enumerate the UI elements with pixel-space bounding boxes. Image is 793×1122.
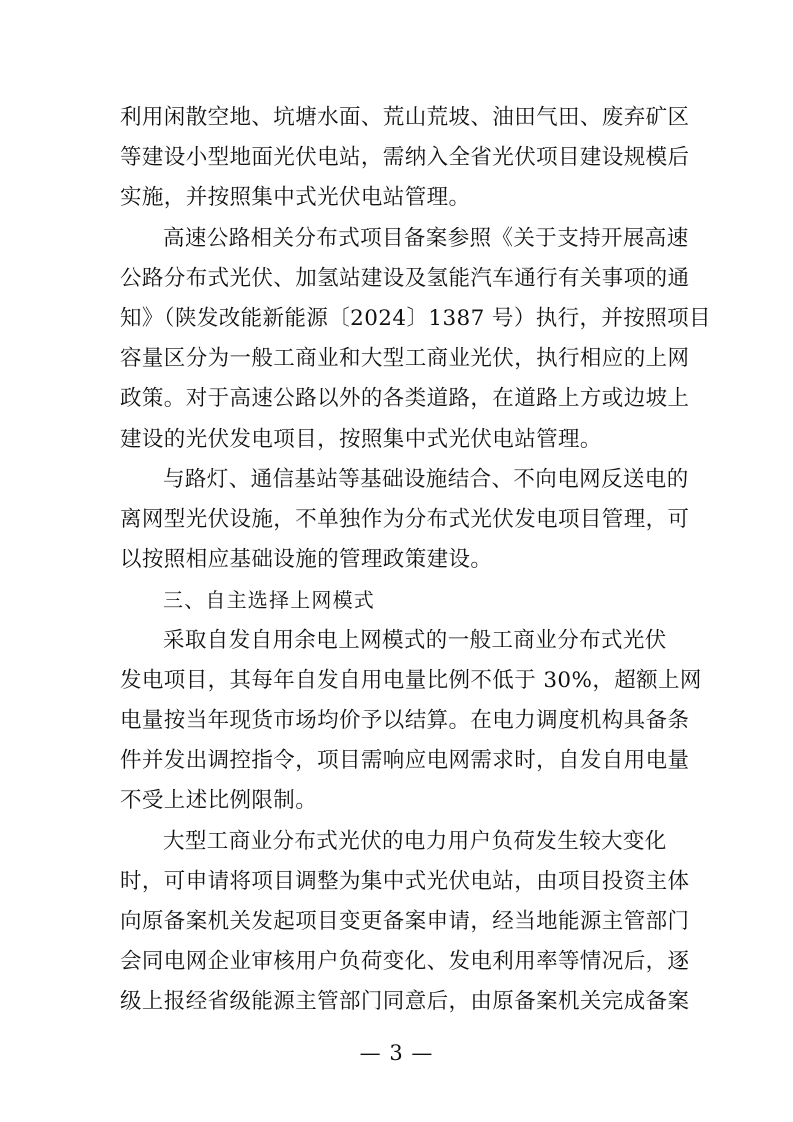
text-line: 大型工商业分布式光伏的电力用户负荷发生较大变化 <box>163 828 667 854</box>
text-line: 实施，并按照集中式光伏电站管理。 <box>120 185 471 211</box>
text-line: 电量按当年现货市场均价予以结算。在电力调度机构具备条 <box>120 708 690 734</box>
text-line: 会同电网企业审核用户负荷变化、发电利用率等情况后，逐 <box>120 949 690 975</box>
paragraph-off-grid <box>120 460 690 581</box>
page-number: — 3 — <box>359 1041 434 1065</box>
text-line: 等建设小型地面光伏电站，需纳入全省光伏项目建设规模后 <box>120 145 690 171</box>
text-line: 建设的光伏发电项目，按照集中式光伏电站管理。 <box>120 426 602 452</box>
section-heading: 三、自主选择上网模式 <box>163 588 375 613</box>
document-body <box>120 98 711 1023</box>
text-line: 采取自发自用余电上网模式的一般工商业分布式光伏 <box>163 627 667 653</box>
text-line: 利用闲散空地、坑塘水面、荒山荒坡、油田气田、废弃矿区 <box>120 105 690 130</box>
text-line: 向原备案机关发起项目变更备案申请，经当地能源主管部门 <box>120 909 690 935</box>
text-line: 高速公路相关分布式项目备案参照《关于支持开展高速 <box>163 225 689 251</box>
text-line: 发电项目，其每年自发自用电量比例不低于 30%，超额上网 <box>120 667 702 693</box>
text-line: 件并发出调控指令，项目需响应电网需求时，自发自用电量 <box>120 748 690 774</box>
text-line: 知》（陕发改能新能源〔2024〕1387 号）执行，并按照项目 <box>120 306 711 332</box>
paragraph-self-consumption <box>120 621 702 822</box>
text-line: 容量区分为一般工商业和大型工商业光伏，执行相应的上网 <box>120 346 690 372</box>
text-line: 不受上述比例限制。 <box>120 788 318 814</box>
text-line: 以按照相应基础设施的管理政策建设。 <box>120 547 493 573</box>
text-line: 与路灯、通信基站等基础设施结合、不向电网反送电的 <box>163 466 689 492</box>
text-line: 政策。对于高速公路以外的各类道路，在道路上方或边坡上 <box>120 386 690 412</box>
paragraph-site-use <box>120 98 690 219</box>
text-line: 级上报经省级能源主管部门同意后，由原备案机关完成备案 <box>120 989 690 1015</box>
paragraph-large-commercial <box>120 822 690 1023</box>
text-line: 离网型光伏设施，不单独作为分布式光伏发电项目管理，可 <box>120 507 690 533</box>
paragraph-highway-projects <box>120 219 711 460</box>
text-line: 公路分布式光伏、加氢站建设及氢能汽车通行有关事项的通 <box>120 265 690 291</box>
text-line: 时，可申请将项目调整为集中式光伏电站，由项目投资主体 <box>120 868 690 894</box>
